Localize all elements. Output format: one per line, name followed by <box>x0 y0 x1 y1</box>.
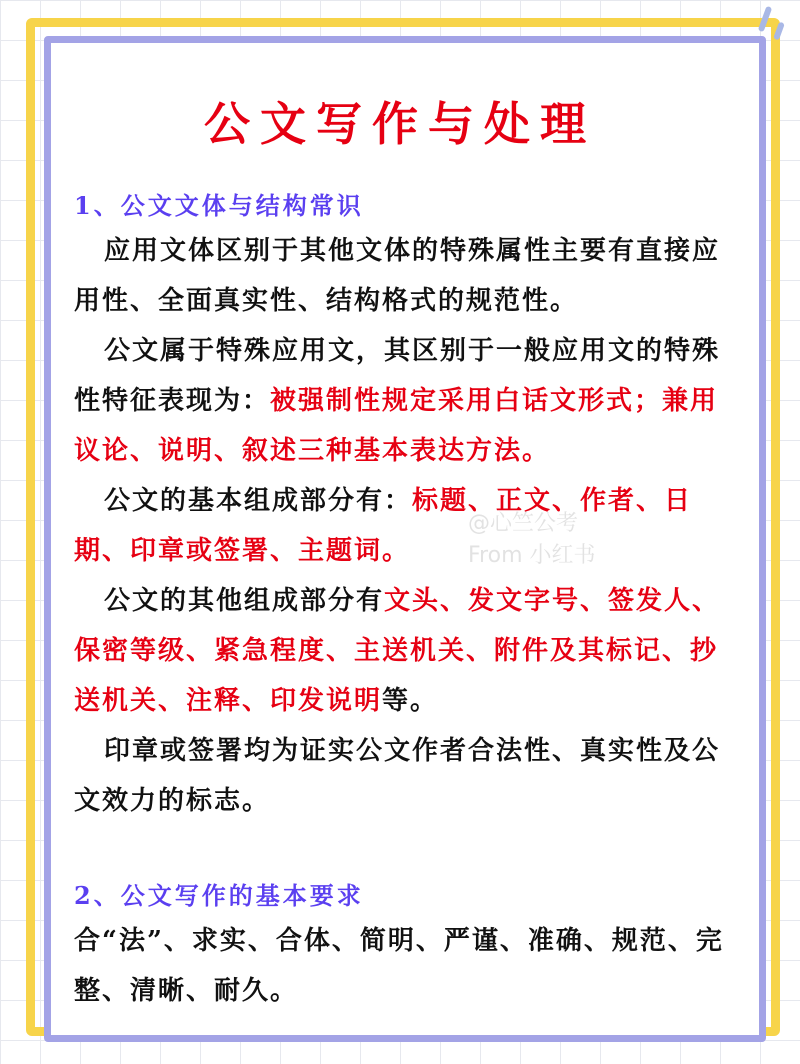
paragraph-text: 公文的基本组成部分有： <box>104 486 413 516</box>
highlighted-text: 被强制性规定采用白话文形式；兼用议论、说明、叙述三种基本表达方法。 <box>74 386 719 466</box>
paragraph-text: 印章或签署均为证实公文作者合法性、真实性及公文效力的标志。 <box>74 736 721 816</box>
highlighted-text: 文头、发文字号、签发人、保密等级、紧急程度、主送机关、附件及其标记、抄送机关、注释、印发说明 <box>74 586 721 716</box>
paragraph-text: 合“法”、求实、合体、简明、严谨、准确、规范、完整、清晰、耐久。 <box>74 926 724 1006</box>
watermark-line: From 小红书 <box>468 543 596 568</box>
paragraph-text: 公文属于特殊应用文，其区别于一般应用文的特殊性特征表现为： <box>74 336 721 416</box>
page-title: 公文写作与处理 <box>204 97 596 151</box>
paragraph <box>74 576 734 726</box>
watermark-line: @心竺公考 <box>468 511 579 536</box>
paragraph <box>74 476 734 576</box>
paragraph-text: 等。 <box>382 686 439 716</box>
section-heading-1: 1、公文文体与结构常识 <box>74 191 364 220</box>
paragraph-text: 公文的其他组成部分有 <box>104 586 385 616</box>
highlighted-text: 标题、正文、作者、日期、印章或签署、主题词。 <box>74 486 693 566</box>
paragraph-text: 应用文体区别于其他文体的特殊属性主要有直接应用性、全面真实性、结构格式的规范性。 <box>74 236 721 316</box>
paragraph <box>74 226 734 326</box>
section-heading-2: 2、公文写作的基本要求 <box>74 881 364 910</box>
paragraph <box>74 326 734 476</box>
paragraph <box>74 916 734 1016</box>
paragraph <box>74 726 734 826</box>
